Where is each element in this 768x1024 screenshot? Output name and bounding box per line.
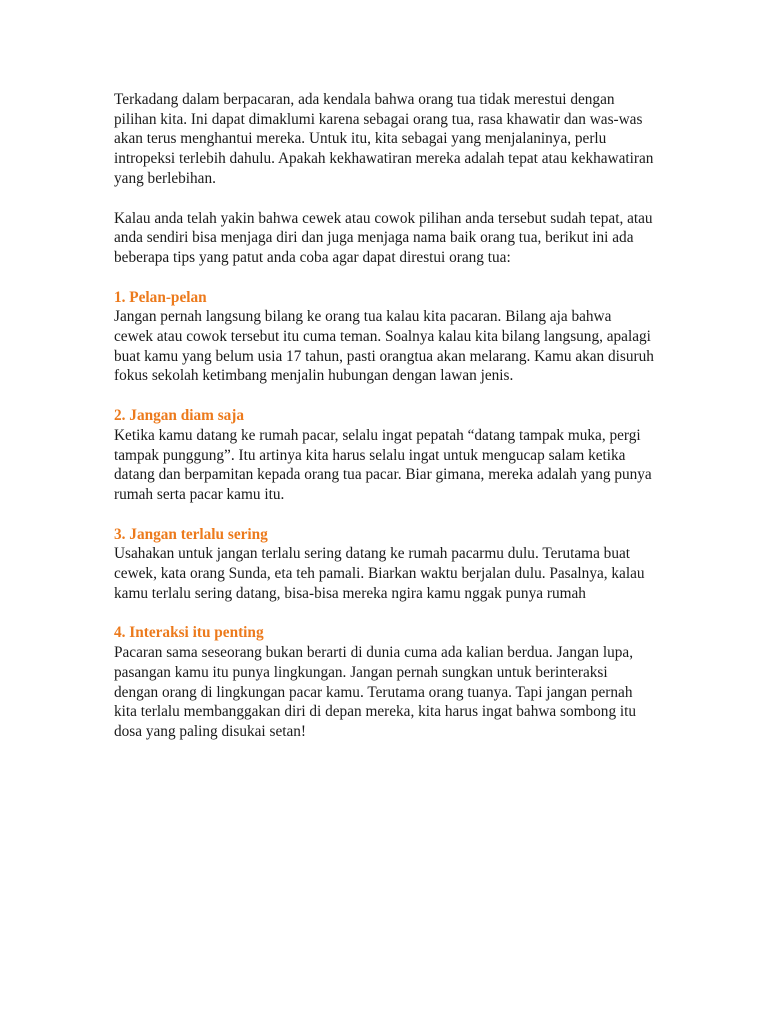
tip-heading-2: 2. Jangan diam saja xyxy=(114,407,245,425)
intro-paragraph-2: Kalau anda telah yakin bahwa cewek atau cowok pilihan anda tersebut sudah tepat, atau anda sendiri bisa menjaga diri dan juga menjaga nama baik orang tua, berikut ini ada beberapa tips yang patut anda coba agar dapat direstui orang tua: xyxy=(114,209,653,266)
tip-section-2 xyxy=(114,406,654,505)
tip-heading-4: 4. Interaksi itu penting xyxy=(114,624,264,642)
tip-section-4 xyxy=(114,623,654,741)
document-page xyxy=(114,90,654,762)
tip-body-3: Usahakan untuk jangan terlalu sering datang ke rumah pacarmu dulu. Terutama buat cewek, kata orang Sunda, eta teh pamali. Biarkan waktu berjalan dulu. Pasalnya, kalau kamu terlalu sering datang, bisa-bisa mereka ngira kamu nggak punya rumah xyxy=(114,545,645,602)
tip-section-3 xyxy=(114,525,654,604)
tip-heading-1: 1. Pelan-pelan xyxy=(114,288,207,306)
tip-heading-3: 3. Jangan terlalu sering xyxy=(114,525,268,543)
tip-body-1: Jangan pernah langsung bilang ke orang tua kalau kita pacaran. Bilang aja bahwa cewek atau cowok tersebut itu cuma teman. Soalnya kalau kita bilang langsung, apalagi buat kamu yang belum usia 17 tahun, pasti orangtua akan melarang. Kamu akan disuruh fokus sekolah ketimbang menjalin hubungan dengan lawan jenis. xyxy=(114,308,654,385)
tip-body-4: Pacaran sama seseorang bukan berarti di dunia cuma ada kalian berdua. Jangan lupa, pasangan kamu itu punya lingkungan. Jangan pernah sungkan untuk berinteraksi dengan orang di lingkungan pacar kamu. Terutama orang tuanya. Tapi jangan pernah kita terlalu membanggakan diri di depan mereka, kita harus ingat bahwa sombong itu dosa yang paling disukai setan! xyxy=(114,644,637,740)
intro-paragraph-1: Terkadang dalam berpacaran, ada kendala bahwa orang tua tidak merestui dengan pilihan kita. Ini dapat dimaklumi karena sebagai orang tua, rasa khawatir dan was-was akan terus menghantui mereka. Untuk itu, kita sebagai yang menjalaninya, perlu intropeksi terlebih dahulu. Apakah kekhawatiran mereka adalah tepat atau kekhawatiran yang berlebihan. xyxy=(114,91,654,187)
tip-body-2: Ketika kamu datang ke rumah pacar, selalu ingat pepatah “datang tampak muka, pergi tampak punggung”. Itu artinya kita harus selalu ingat untuk mengucap salam ketika datang dan berpamitan kepada orang tua pacar. Biar gimana, mereka adalah yang punya rumah serta pacar kamu itu. xyxy=(114,426,652,503)
tip-section-1 xyxy=(114,288,654,387)
